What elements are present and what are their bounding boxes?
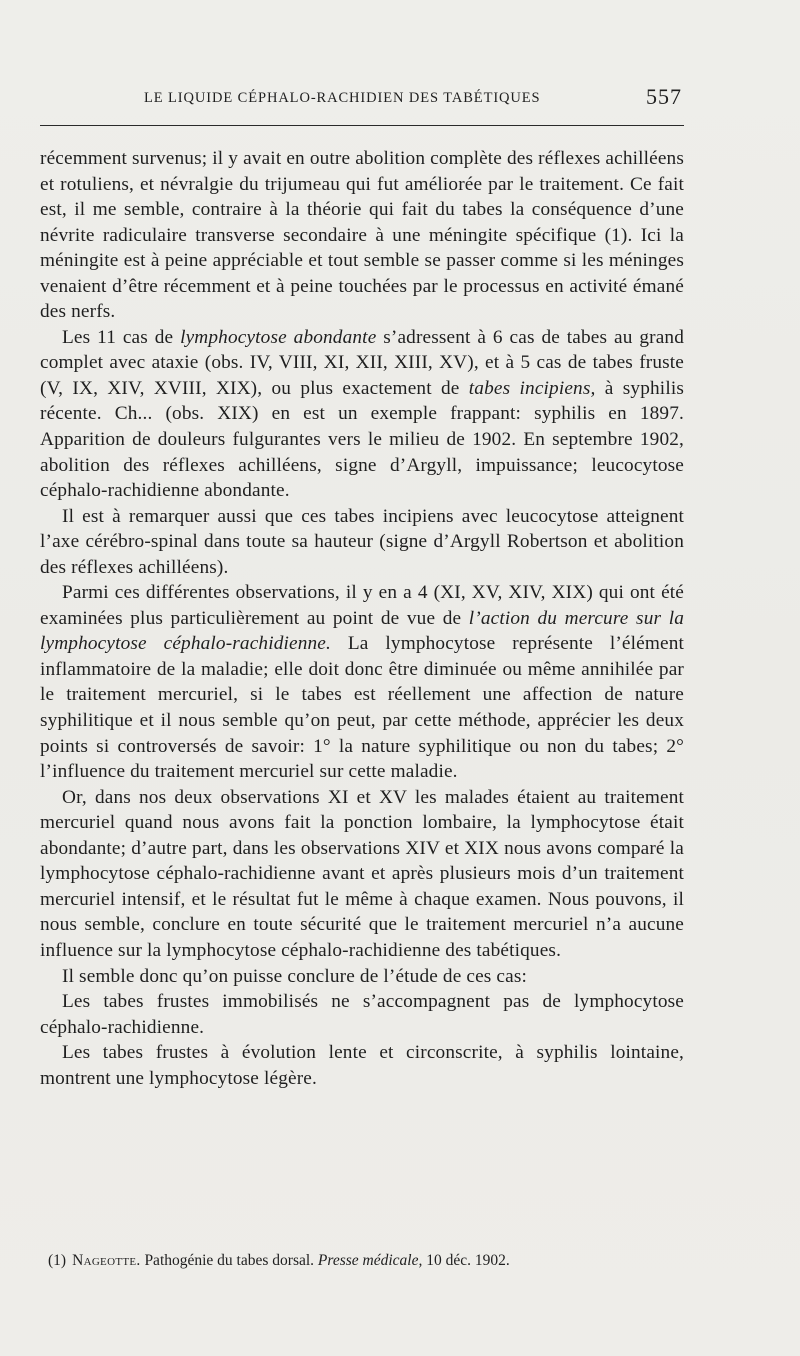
footnote-date: 10 déc. 1902. [422,1252,510,1269]
paragraph [40,325,684,504]
paragraph: Il semble donc qu’on puisse conclure de l’étude de ces cas: [62,965,528,987]
footnote-text: Pathogénie du tabes dorsal. [140,1252,318,1269]
page-header [40,84,684,114]
italic-run: lymphocytose abondante [180,326,377,348]
paragraph: Les tabes frustes immobilisés ne s’accompagnent pas de lymphocytose céphalo-rachidienne. [40,991,684,1038]
text-run: s’adressent à 6 cas de tabes au grand complet avec ataxie (obs. IV, VIII, XI, XII, XIII, XV), et à 5 cas de tabes fruste (V, IX, XIV, XVIII, XIX), ou plus exactement de [40,326,684,399]
text-run: à syphilis récente. Ch... (obs. XIX) en est un exemple frappant: syphilis en 1897. Apparition de douleurs fulgurantes vers le milieu de 1902. En septembre 1902, abolition des réflexes achilléens, signe d’Argyll, impuissance; leucocytose céphalo-rachidienne abondante. [40,377,684,502]
italic-run: l’action du mercure sur la lymphocytose céphalo-rachidienne. [40,607,684,655]
footnote-author: Nageotte. [72,1252,141,1269]
italic-run: tabes incipiens, [468,377,596,399]
paragraph: Les tabes frustes à évolution lente et circonscrite, à syphilis lointaine, montrent une lymphocytose légère. [40,1042,684,1089]
text-run: Parmi ces différentes observations, il y en a 4 (XI, XV, XIV, XIX) qui ont été examinées plus particulièrement au point de vue de [40,582,684,629]
text-run: Les 11 cas de [62,326,181,348]
running-title: LE LIQUIDE CÉPHALO-RACHIDIEN DES TABÉTIQUES [144,90,541,106]
page-number: 557 [646,84,682,109]
paragraph: Or, dans nos deux observations XI et XV les malades étaient au traitement mercuriel quand nous avons fait la ponction lombaire, la lymphocytose était abondante; d’autre part, dans les observations XIV et XIX nous avons comparé la lymphocytose céphalo-rachidienne avant et après plusieurs mois d’un traitement mercuriel intensif, et le résultat fut le même à chaque examen. Nous pouvons, il nous semble, conclure en toute sécurité que le traitement mercuriel n’a aucune influence sur la lymphocytose céphalo-rachidienne des tabétiques. [40,786,684,961]
footnote-journal: Presse médicale, [317,1252,423,1269]
footnote [40,1251,684,1271]
header-rule [40,125,684,126]
body-text [40,146,684,1091]
paragraph [40,580,684,784]
footnote-mark: (1) [48,1252,67,1269]
text-run: La lymphocytose représente l’élément inflammatoire de la maladie; elle doit donc être diminuée ou même annihilée par le traitement mercuriel, si le tabes est réellement une affection de nature syphilitique et il nous semble qu’on peut, par cette méthode, apprécier les deux points si controversés de savoir: 1° la nature syphilitique ou non du tabes; 2° l’influence du traitement mercuriel sur cette maladie. [40,633,684,783]
paragraph: récemment survenus; il y avait en outre abolition complète des réflexes achilléens et rotuliens, et névralgie du trijumeau qui fut améliorée par le traitement. Ce fait est, il me semble, contraire à la théorie qui fait du tabes la conséquence d’une névrite radiculaire transverse secondaire à une méningite spécifique (1). Ici la méningite est à peine appréciable et tout semble se passer comme si les méninges venaient d’être récemment et à peine touchées par le processus en activité émané des nerfs. [40,148,684,323]
paragraph: Il est à remarquer aussi que ces tabes incipiens avec leucocytose atteignent l’axe cérébro-spinal dans toute sa hauteur (signe d’Argyll Robertson et abolition des réflexes achilléens). [40,505,684,578]
